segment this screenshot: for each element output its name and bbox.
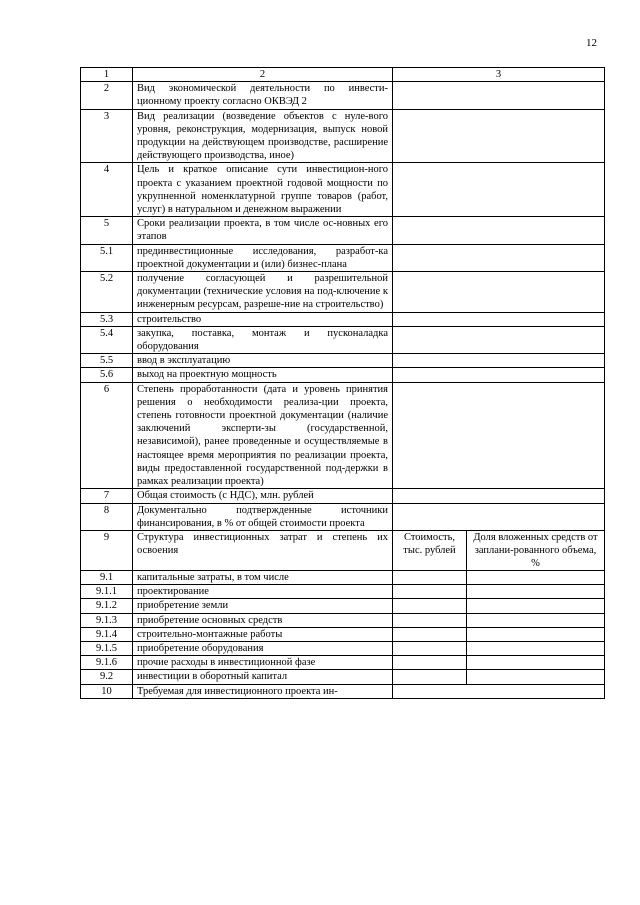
table-row	[81, 217, 605, 244]
cost-cell	[393, 585, 467, 599]
share-cell	[467, 670, 605, 684]
header-row	[81, 68, 605, 82]
table-row	[81, 368, 605, 382]
share-cell	[467, 570, 605, 584]
cost-cell	[393, 627, 467, 641]
row-description: ввод в эксплуатацию	[133, 354, 393, 368]
row-number: 3	[81, 109, 133, 163]
table-row	[81, 109, 605, 163]
share-cell	[467, 613, 605, 627]
row-number: 5.1	[81, 244, 133, 271]
row-description: выход на проектную мощность	[133, 368, 393, 382]
page-number: 12	[586, 37, 597, 49]
header-col-3: 3	[393, 68, 605, 82]
cost-cell	[393, 656, 467, 670]
share-cell	[467, 599, 605, 613]
row-value-cell	[393, 217, 605, 244]
row-description: приобретение основных средств	[133, 613, 393, 627]
table-row	[81, 163, 605, 217]
header-col-1: 1	[81, 68, 133, 82]
row-number: 9.1.5	[81, 641, 133, 655]
table-subrow	[81, 585, 605, 599]
table-subrow	[81, 670, 605, 684]
row-description: Вид реализации (возведение объектов с нуле-вого уровня, реконструкция, модернизация, выпуск новой продукции на действующем производстве, расширение действующего производства, иное)	[133, 109, 393, 163]
table-row	[81, 312, 605, 326]
cost-cell	[393, 641, 467, 655]
row-number: 5.2	[81, 272, 133, 313]
row-number: 10	[81, 684, 133, 698]
row-number: 9.2	[81, 670, 133, 684]
row-number: 9.1.4	[81, 627, 133, 641]
row-description: приобретение оборудования	[133, 641, 393, 655]
row-value-cell	[393, 109, 605, 163]
cost-cell	[393, 570, 467, 584]
row-value-cell	[393, 244, 605, 271]
row-value-cell	[393, 272, 605, 313]
table-subrow	[81, 613, 605, 627]
column-header-cost: Стоимость, тыс. рублей	[393, 530, 467, 570]
row-number: 6	[81, 382, 133, 489]
row-value-cell	[393, 489, 605, 503]
table-subrow	[81, 641, 605, 655]
row-description: проектирование	[133, 585, 393, 599]
table-row	[81, 382, 605, 489]
row-number: 5.4	[81, 326, 133, 353]
row-number: 5.5	[81, 354, 133, 368]
table-subrow	[81, 570, 605, 584]
row-number: 8	[81, 503, 133, 530]
table-subrow	[81, 627, 605, 641]
cost-cell	[393, 613, 467, 627]
row-description: Цель и краткое описание сути инвестицион-ного проекта с указанием проектной годовой мощности по укрупненной номенклатурной группе товаров (работ, услуг) в натуральном и денежном выражении	[133, 163, 393, 217]
row-description: Степень проработанности (дата и уровень принятия решения о необходимости реализа-ции проекта, степень готовности проектной документации (наличие заключений эксперти-зы (государственной, независимой), ранее проведенные и осуществляемые в настоящее время мероприятия по реализации проекта, виды предоставленной государственной под-держки в рамках реализации проекта)	[133, 382, 393, 489]
row-number: 5	[81, 217, 133, 244]
table-row-structure	[81, 530, 605, 570]
row-number: 4	[81, 163, 133, 217]
row-number: 5.6	[81, 368, 133, 382]
table-row	[81, 503, 605, 530]
row-value-cell	[393, 326, 605, 353]
row-value-cell	[393, 382, 605, 489]
row-number: 9.1	[81, 570, 133, 584]
row-value-cell	[393, 82, 605, 109]
row-description: Сроки реализации проекта, в том числе ос-новных его этапов	[133, 217, 393, 244]
table-row	[81, 684, 605, 698]
table-row	[81, 489, 605, 503]
table-row	[81, 244, 605, 271]
row-description: приобретение земли	[133, 599, 393, 613]
row-description: Общая стоимость (с НДС), млн. рублей	[133, 489, 393, 503]
row-description: прединвестиционные исследования, разработ-ка проектной документации и (или) бизнес-плана	[133, 244, 393, 271]
column-header-share: Доля вложенных средств от заплани-рованного объема, %	[467, 530, 605, 570]
table-row	[81, 82, 605, 109]
row-number: 9	[81, 530, 133, 570]
share-cell	[467, 656, 605, 670]
row-description: инвестиции в оборотный капитал	[133, 670, 393, 684]
share-cell	[467, 641, 605, 655]
row-value-cell	[393, 354, 605, 368]
table-subrow	[81, 656, 605, 670]
row-description: Документально подтвержденные источники финансирования, в % от общей стоимости проекта	[133, 503, 393, 530]
row-number: 5.3	[81, 312, 133, 326]
row-value-cell	[393, 503, 605, 530]
row-number: 9.1.3	[81, 613, 133, 627]
header-col-2: 2	[133, 68, 393, 82]
row-value-cell	[393, 368, 605, 382]
row-number: 9.1.6	[81, 656, 133, 670]
row-value-cell	[393, 163, 605, 217]
row-description: строительно-монтажные работы	[133, 627, 393, 641]
table-subrow	[81, 599, 605, 613]
row-value-cell	[393, 312, 605, 326]
share-cell	[467, 627, 605, 641]
row-number: 7	[81, 489, 133, 503]
row-description: Вид экономической деятельности по инвести-ционному проекту согласно ОКВЭД 2	[133, 82, 393, 109]
row-description: закупка, поставка, монтаж и пусконаладка оборудования	[133, 326, 393, 353]
row-description: строительство	[133, 312, 393, 326]
investment-project-table	[80, 67, 605, 699]
table-row	[81, 272, 605, 313]
row-description: капитальные затраты, в том числе	[133, 570, 393, 584]
share-cell	[467, 585, 605, 599]
row-description: прочие расходы в инвестиционной фазе	[133, 656, 393, 670]
cost-cell	[393, 599, 467, 613]
row-number: 2	[81, 82, 133, 109]
row-description: получение согласующей и разрешительной документации (технические условия на под-ключение к инженерным ресурсам, разреше-ние на строительство)	[133, 272, 393, 313]
row-description: Структура инвестиционных затрат и степень их освоения	[133, 530, 393, 570]
row-number: 9.1.1	[81, 585, 133, 599]
row-value-cell	[393, 684, 605, 698]
table-row	[81, 354, 605, 368]
row-number: 9.1.2	[81, 599, 133, 613]
row-description: Требуемая для инвестиционного проекта ин-	[133, 684, 393, 698]
cost-cell	[393, 670, 467, 684]
table-row	[81, 326, 605, 353]
